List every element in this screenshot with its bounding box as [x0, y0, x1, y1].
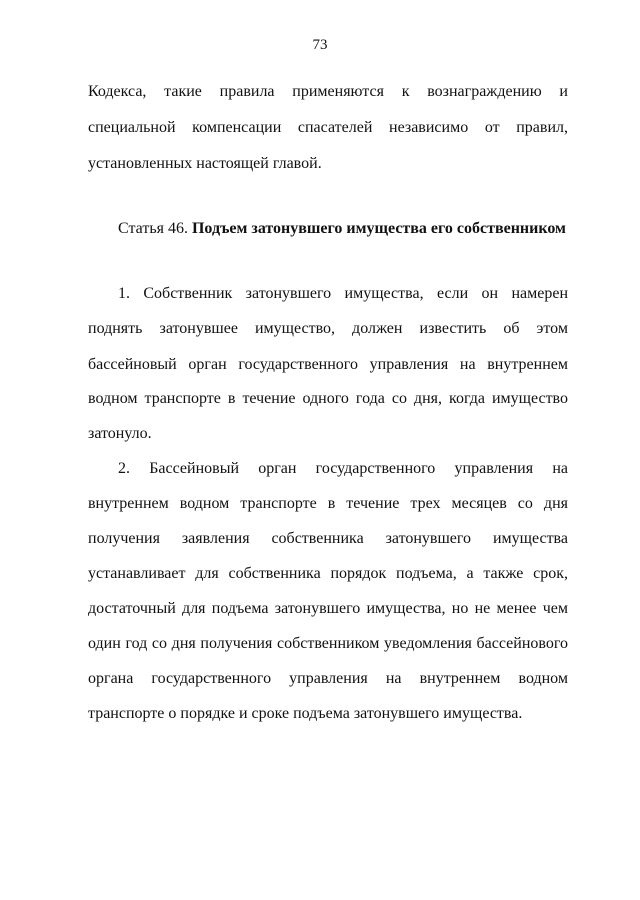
- paragraph-1-line-2: поднять затонувшее имущество, должен известить об этом: [88, 320, 568, 337]
- paragraph-2-line-8: транспорте о порядке и сроке подъема затонувшего имущества.: [88, 705, 523, 722]
- paragraph-2-line-1: 2. Бассейновый орган государственного управления на: [118, 460, 568, 477]
- paragraph-2-line-5: достаточный для подъема затонувшего имущества, но не менее чем: [88, 600, 568, 617]
- article-label: Статья 46.: [118, 220, 192, 237]
- article-heading: [118, 219, 578, 239]
- intro-line-1: Кодекса, такие правила применяются к вознаграждению и: [88, 83, 568, 100]
- paragraph-1-line-5: затонуло.: [88, 425, 152, 442]
- paragraph-1-line-3: бассейновый орган государственного управления на внутреннем: [88, 356, 568, 373]
- paragraph-1-line-1: 1. Собственник затонувшего имущества, если он намерен: [118, 285, 568, 302]
- intro-line-2: специальной компенсации спасателей независимо от правил,: [88, 119, 568, 136]
- page-number: 73: [312, 37, 328, 53]
- paragraph-2-line-2: внутреннем водном транспорте в течение трех месяцев со дня: [88, 495, 568, 512]
- article-title: Подъем затонувшего имущества его собственником: [191, 220, 566, 237]
- paragraph-2-line-3: получения заявления собственника затонувшего имущества: [88, 530, 568, 547]
- paragraph-2-line-4: устанавливает для собственника порядок подъема, а также срок,: [88, 565, 568, 582]
- paragraph-1-line-4: водном транспорте в течение одного года со дня, когда имущество: [88, 390, 568, 407]
- paragraph-2-line-7: органа государственного управления на внутреннем водном: [88, 670, 568, 687]
- paragraph-2-line-6: один год со дня получения собственником уведомления бассейнового: [88, 635, 568, 652]
- intro-line-3: установленных настоящей главой.: [88, 155, 322, 172]
